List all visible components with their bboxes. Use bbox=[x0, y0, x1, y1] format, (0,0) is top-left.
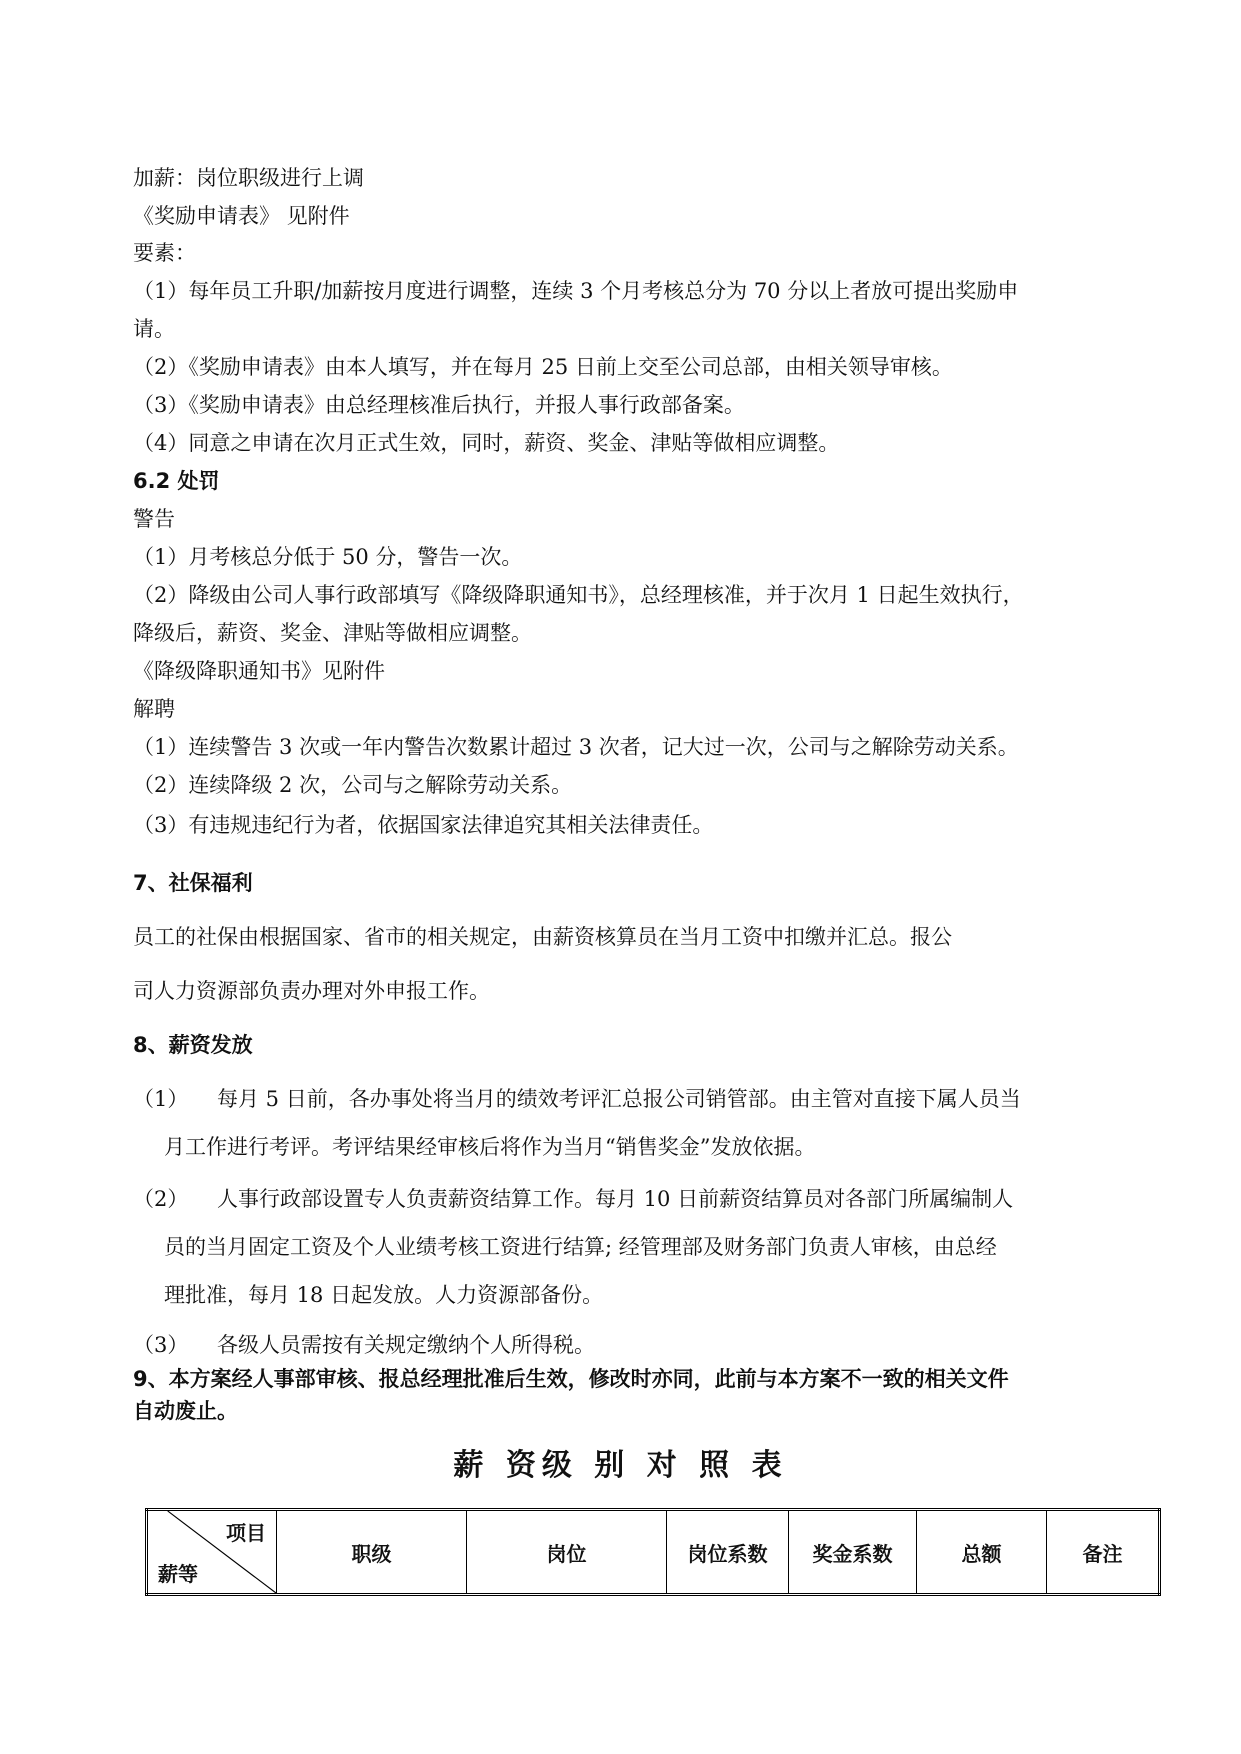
text-line: （1）月考核总分低于 50 分，警告一次。 bbox=[133, 545, 523, 569]
text-line: 降级后，薪资、奖金、津贴等做相应调整。 bbox=[133, 621, 532, 645]
section-heading: 6.2 处罚 bbox=[133, 469, 220, 493]
text-line: 各级人员需按有关规定缴纳个人所得税。 bbox=[217, 1333, 595, 1357]
list-item bbox=[133, 1084, 1173, 1114]
text-line: 每月 5 日前，各办事处将当月的绩效考评汇总报公司销管部。由主管对直接下属人员当 bbox=[217, 1087, 1021, 1111]
text-line: （2）连续降级 2 次，公司与之解除劳动关系。 bbox=[133, 773, 573, 797]
closing-note: 9、本方案经人事部审核、报总经理批准后生效，修改时亦同，此前与本方案不一致的相关文件 bbox=[133, 1367, 1009, 1391]
text-line: 司人力资源部负责办理对外申报工作。 bbox=[133, 979, 490, 1003]
text-line: （3）《奖励申请表》由总经理核准后执行，并报人事行政部备案。 bbox=[133, 393, 745, 417]
section-heading: 7、社保福利 bbox=[133, 871, 253, 895]
column-header: 总额 bbox=[917, 1510, 1047, 1595]
section-heading: 8、薪资发放 bbox=[133, 1033, 253, 1057]
text-line: 加薪：岗位职级进行上调 bbox=[133, 166, 364, 190]
list-item bbox=[133, 1184, 1173, 1214]
text-line: （2）降级由公司人事行政部填写《降级降职通知书》，总经理核准，并于次月 1 日起生效执行， bbox=[133, 583, 1024, 607]
text-line: 员工的社保由根据国家、省市的相关规定，由薪资核算员在当月工资中扣缴并汇总。报公 bbox=[133, 925, 952, 949]
text-line: 请。 bbox=[133, 317, 175, 341]
closing-note: 自动废止。 bbox=[133, 1399, 238, 1423]
text-line: （4）同意之申请在次月正式生效，同时，薪资、奖金、津贴等做相应调整。 bbox=[133, 431, 840, 455]
column-header: 备注 bbox=[1047, 1510, 1160, 1595]
text-line: 《奖励申请表》 见附件 bbox=[133, 204, 350, 228]
text-line: （1）连续警告 3 次或一年内警告次数累计超过 3 次者，记大过一次，公司与之解除劳动关系。 bbox=[133, 735, 1019, 759]
text-line: 人事行政部设置专人负责薪资结算工作。每月 10 日前薪资结算员对各部门所属编制人 bbox=[217, 1187, 1014, 1211]
corner-cell bbox=[147, 1510, 277, 1595]
text-line: 月工作进行考评。考评结果经审核后将作为当月“销售奖金”发放依据。 bbox=[164, 1135, 816, 1159]
text-line: 理批准，每月 18 日起发放。人力资源部备份。 bbox=[164, 1283, 604, 1307]
table-header-row bbox=[147, 1510, 1160, 1595]
list-number: （3） bbox=[133, 1333, 189, 1357]
column-header: 岗位 bbox=[467, 1510, 667, 1595]
text-line: 《降级降职通知书》见附件 bbox=[133, 659, 385, 683]
text-line: 要素： bbox=[133, 241, 196, 265]
column-header: 奖金系数 bbox=[789, 1510, 917, 1595]
text-line: （3）有违规违纪行为者，依据国家法律追究其相关法律责任。 bbox=[133, 813, 714, 837]
corner-bottom-label: 薪等 bbox=[158, 1562, 198, 1586]
text-line: 员的当月固定工资及个人业绩考核工资进行结算; 经管理部及财务部门负责人审核，由总经 bbox=[164, 1235, 997, 1259]
text-line: （1）每年员工升职/加薪按月度进行调整，连续 3 个月考核总分为 70 分以上者放可提出奖励申 bbox=[133, 279, 1019, 303]
list-item bbox=[133, 1330, 1173, 1360]
list-number: （1） bbox=[133, 1087, 189, 1111]
salary-grade-table bbox=[145, 1508, 1161, 1596]
text-line: 警告 bbox=[133, 507, 175, 531]
table-title: 薪 资级 别 对 照 表 bbox=[453, 1448, 788, 1483]
text-line: （2）《奖励申请表》由本人填写，并在每月 25 日前上交至公司总部，由相关领导审核。 bbox=[133, 355, 953, 379]
corner-top-label: 项目 bbox=[226, 1521, 266, 1545]
text-line: 解聘 bbox=[133, 697, 175, 721]
column-header: 岗位系数 bbox=[667, 1510, 789, 1595]
column-header: 职级 bbox=[277, 1510, 467, 1595]
list-number: （2） bbox=[133, 1187, 189, 1211]
